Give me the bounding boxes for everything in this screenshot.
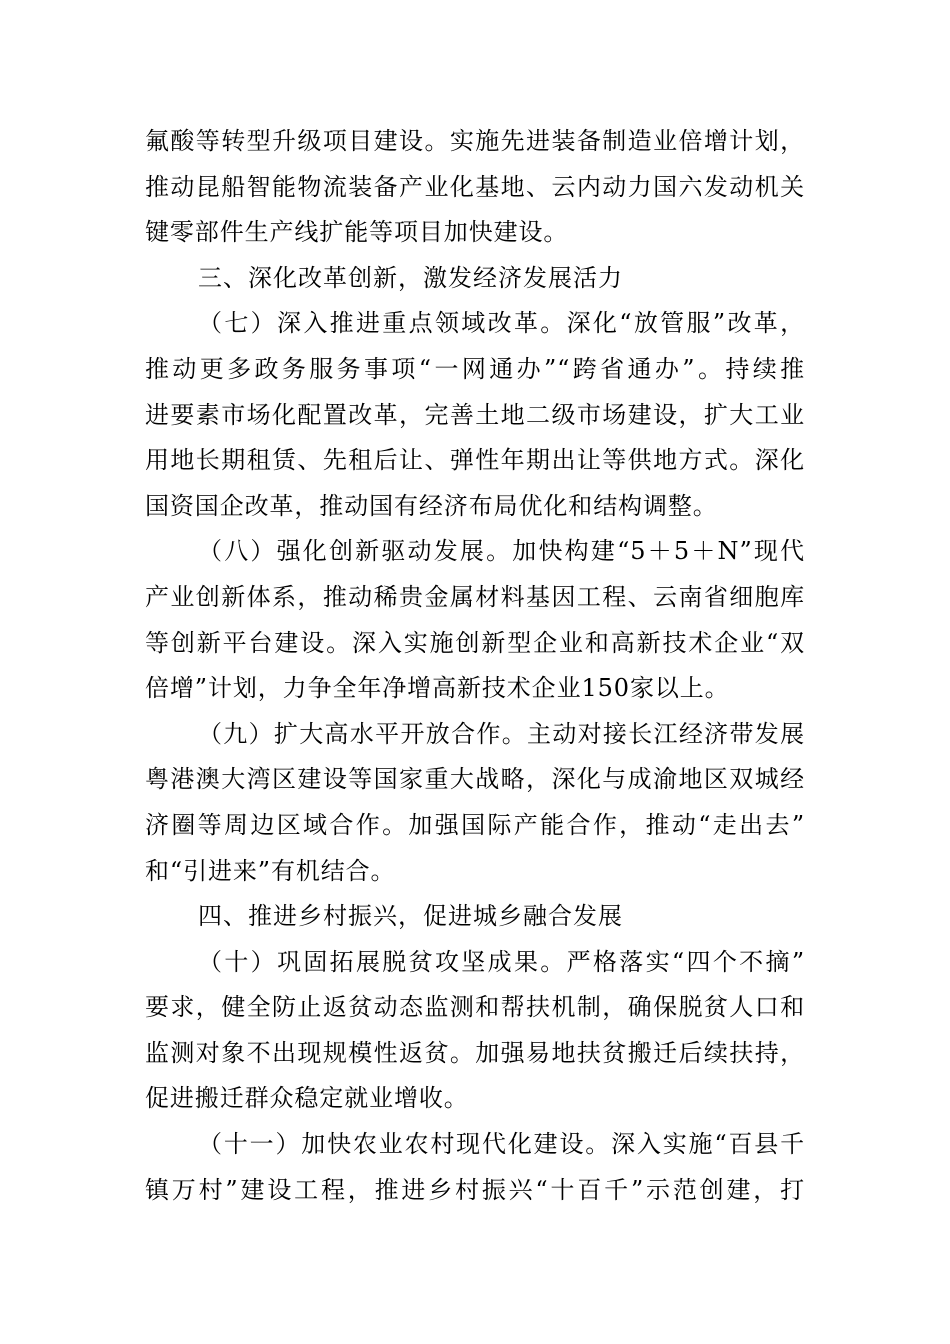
paragraph-line: 产业创新体系，推动稀贵金属材料基因工程、云南省细胞库 [145,582,805,611]
paragraph-line: 进要素市场化配置改革，完善土地二级市场建设，扩大工业 [145,400,805,429]
paragraph-line: （九）扩大高水平开放合作。主动对接长江经济带发展 [198,719,805,748]
paragraph-line: （十一）加快农业农村现代化建设。深入实施“百县千 [198,1130,805,1159]
document-page [145,119,805,1213]
paragraph-line: （八）强化创新驱动发展。加快构建“5＋5＋N”现代 [198,537,805,566]
paragraph-line: （七）深入推进重点领域改革。深化“放管服”改革， [198,309,805,338]
paragraph-line: 济圈等周边区域合作。加强国际产能合作，推动“走出去” [145,810,805,839]
paragraph-line: 国资国企改革，推动国有经济布局优化和结构调整。 [145,491,718,520]
paragraph-line: 要求，健全防止返贫动态监测和帮扶机制，确保脱贫人口和 [145,993,805,1022]
paragraph-line: 和“引进来”有机结合。 [145,856,396,885]
paragraph-line: 倍增”计划，力争全年净增高新技术企业150家以上。 [145,674,730,703]
paragraph-line: 镇万村”建设工程，推进乡村振兴“十百千”示范创建，打 [145,1175,805,1204]
section-heading-4: 四、推进乡村振兴，促进城乡融合发展 [198,902,623,931]
paragraph-line: 键零部件生产线扩能等项目加快建设。 [145,218,569,247]
paragraph-line: 粤港澳大湾区建设等国家重大战略，深化与成渝地区双城经 [145,765,805,794]
paragraph-line: （十）巩固拓展脱贫攻坚成果。严格落实“四个不摘” [198,947,805,976]
paragraph-line: 监测对象不出现规模性返贫。加强易地扶贫搬迁后续扶持， [145,1038,805,1067]
paragraph-line: 氟酸等转型升级项目建设。实施先进装备制造业倍增计划， [145,127,805,155]
paragraph-line: 推动昆船智能物流装备产业化基地、云内动力国六发动机关 [145,172,805,201]
paragraph-line: 等创新平台建设。深入实施创新型企业和高新技术企业“双 [145,628,805,657]
paragraph-line: 促进搬迁群众稳定就业增收。 [145,1084,469,1113]
section-heading-3: 三、深化改革创新，激发经济发展活力 [198,263,623,292]
paragraph-line: 用地长期租赁、先租后让、弹性年期出让等供地方式。深化 [145,446,805,475]
paragraph-line: 推动更多政务服务事项“一网通办”“跨省通办”。持续推 [145,354,805,383]
